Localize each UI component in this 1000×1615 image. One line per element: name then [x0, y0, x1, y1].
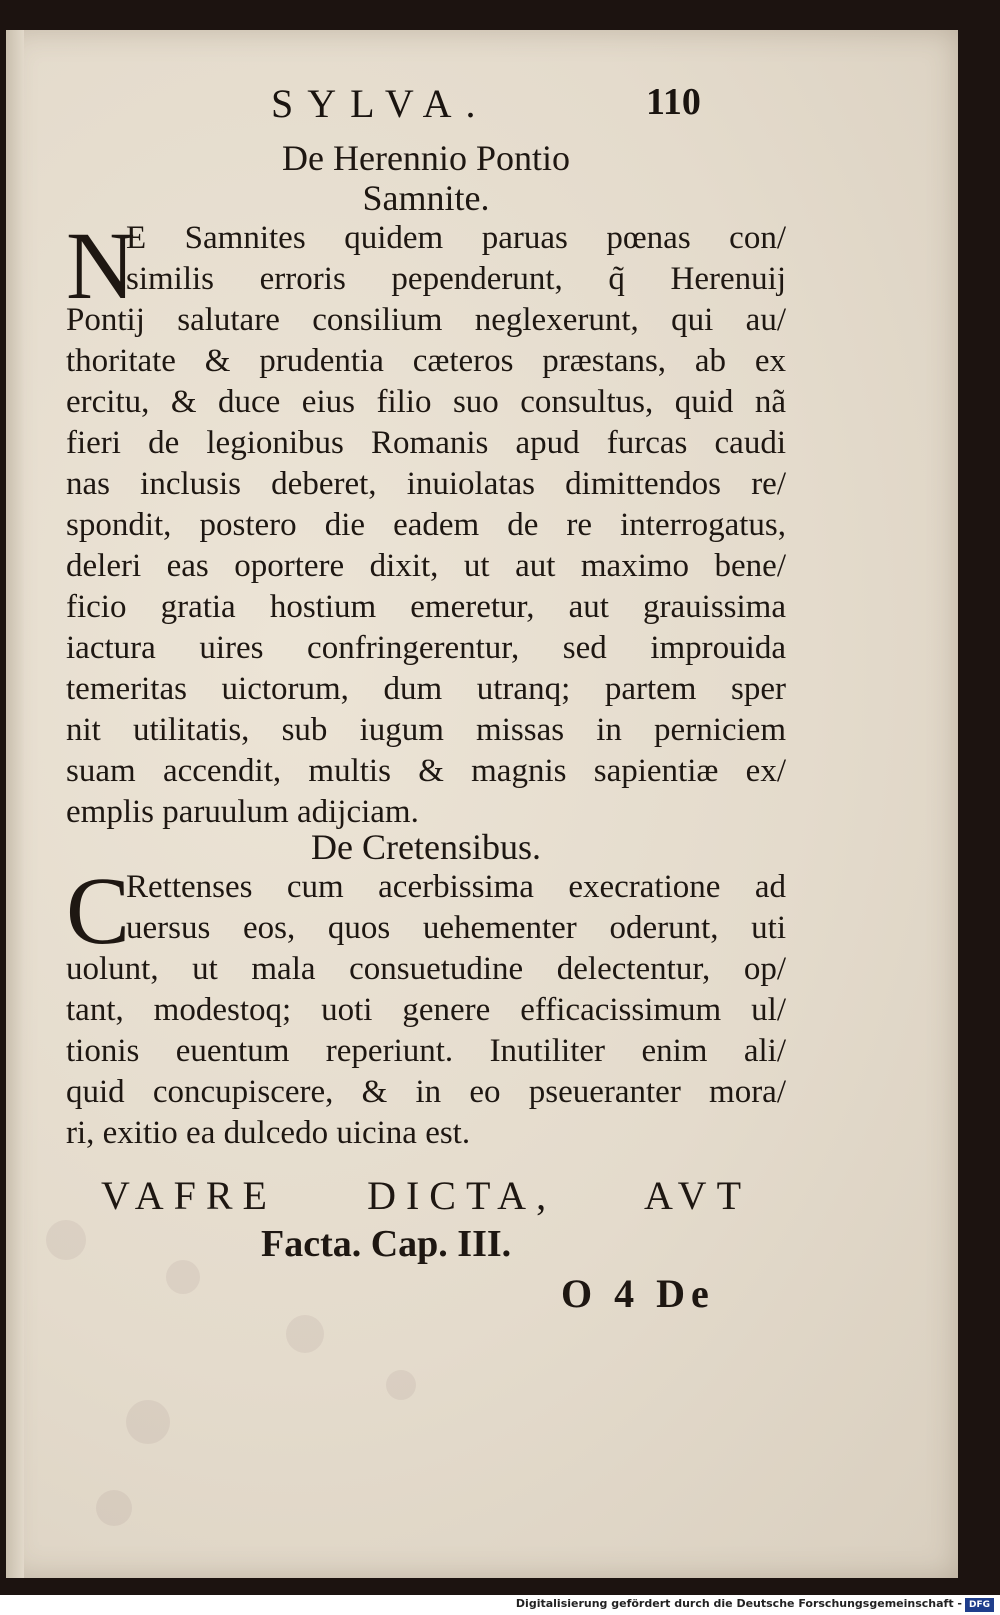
section-herennio [66, 138, 786, 833]
text-line: E Samnites quidem paruas pœnas con/ [126, 220, 786, 256]
text-line: deleri eas oportere dixit, ut aut maximo bene/ [66, 548, 786, 584]
chapter-subheading: Facta. Cap. III. [261, 1223, 512, 1265]
text-line: ercitu, & duce eius filio suo consultus, quid nã [66, 384, 786, 420]
text-line: nas inclusis deberet, inuiolatas dimittendos re/ [66, 466, 786, 502]
text-line: quid concupiscere, & in eo pseueranter mora/ [66, 1074, 786, 1110]
stain-mark [286, 1315, 324, 1353]
credit-text: Digitalisierung gefördert durch die Deutsche Forschungsgemeinschaft - [515, 1597, 962, 1610]
text-line: emplis paruulum adijciam. [66, 794, 419, 830]
text-lines [66, 857, 786, 1154]
page-number: 110 [646, 81, 701, 123]
dropcap-c: C [66, 857, 131, 964]
stain-mark [96, 1490, 132, 1526]
page-gutter [6, 30, 24, 1578]
text-line: tant, modestoq; uoti genere efficacissimum ul/ [66, 992, 786, 1028]
text-line: spondit, postero die eadem de re interrogatus, [66, 507, 786, 543]
section-body [66, 857, 786, 1154]
section-title: De Cretensibus. [311, 827, 541, 867]
section-title [66, 138, 786, 218]
text-line: uolunt, ut mala consuetudine delectentur, op/ [66, 951, 786, 987]
stain-mark [126, 1400, 170, 1444]
text-line: Rettenses cum acerbissima execratione ad [126, 869, 786, 905]
chapter-heading: VAFRE DICTA, AVT [101, 1173, 751, 1218]
text-line: nit utilitatis, sub iugum missas in perniciem [66, 712, 786, 748]
text-line: Pontij salutare consilium neglexerunt, qui au/ [66, 302, 786, 338]
text-line: iactura uires confringerentur, sed improuida [66, 630, 786, 666]
text-line: temeritas uictorum, dum utranq; partem sper [66, 671, 786, 707]
text-line: fieri de legionibus Romanis apud furcas caudi [66, 425, 786, 461]
running-head: SYLVA. [271, 81, 490, 126]
text-line: tionis euentum reperiunt. Inutiliter enim ali/ [66, 1033, 786, 1069]
text-line: ficio gratia hostium emeretur, aut grauissima [66, 589, 786, 625]
book-page [6, 30, 958, 1578]
dfg-logo: DFG [965, 1598, 994, 1612]
section-title-line: Samnite. [362, 178, 490, 218]
section-cretensibus [66, 827, 786, 1154]
stain-mark [386, 1370, 416, 1400]
digitization-credit [516, 1597, 994, 1612]
section-body [66, 212, 786, 833]
dropcap-n: N [66, 212, 136, 319]
catchword: O 4 De [561, 1271, 715, 1316]
section-title-line: De Herennio Pontio [282, 138, 570, 178]
page-header [6, 80, 958, 140]
text-line: similis erroris pependerunt, q̃ Herenuij [126, 261, 786, 297]
text-line: thoritate & prudentia cæteros præstans, ab ex [66, 343, 786, 379]
stain-mark [46, 1220, 86, 1260]
text-lines [66, 212, 786, 833]
text-line: ri, exitio ea dulcedo uicina est. [66, 1115, 471, 1151]
text-line: uersus eos, quos uehementer oderunt, uti [126, 910, 786, 946]
stain-mark [166, 1260, 200, 1294]
text-line: suam accendit, multis & magnis sapientiæ ex/ [66, 753, 786, 789]
